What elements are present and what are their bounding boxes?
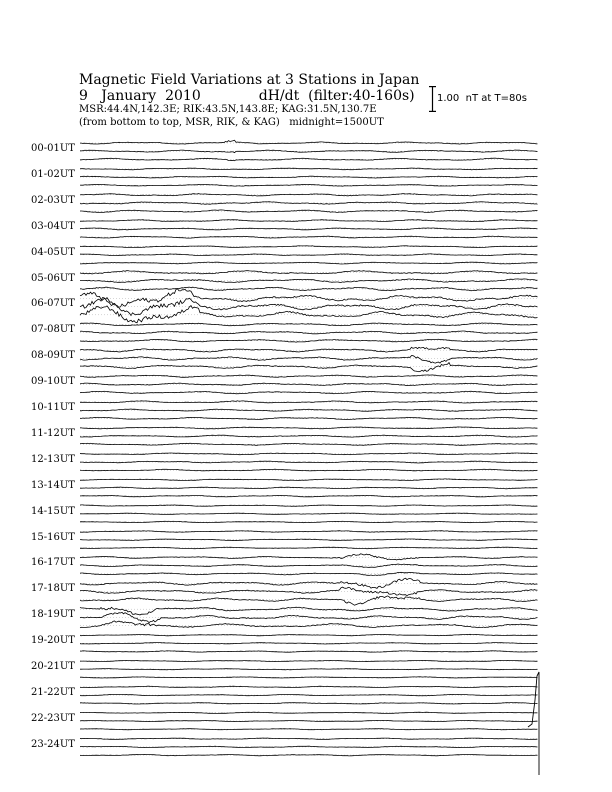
row-label: 18-19UT [31,609,75,621]
trace-msr [80,651,538,652]
trace-rik [80,720,538,721]
row-label: 17-18UT [31,583,75,595]
trace-rik [80,461,538,463]
trace-kag [80,712,538,713]
trace-kag [80,479,538,481]
row-label: 14-15UT [31,505,75,517]
trace-msr [80,363,538,372]
chart-date: 9 January 2010 [79,88,201,104]
trace-rik [80,564,538,567]
trace-rik [80,383,538,385]
trace-msr [80,677,538,678]
trace-kag [80,634,538,636]
row-label: 08-09UT [31,350,75,362]
trace-kag [80,660,538,661]
trace-kag [80,140,538,144]
trace-kag [80,554,538,560]
trace-rik [80,356,538,364]
row-label: 12-13UT [31,453,75,465]
row-label: 11-12UT [31,427,75,439]
trace-msr [80,547,538,549]
row-label: 09-10UT [31,376,75,388]
trace-kag [80,531,538,533]
trace-rik [80,694,538,695]
row-label: 19-20UT [31,635,75,647]
row-label: 21-22UT [31,686,75,698]
trace-rik [80,487,538,489]
trace-msr [80,443,538,445]
row-label: 22-23UT [31,712,75,724]
trace-msr [80,703,538,704]
trace-kag [80,271,538,274]
trace-kag [80,289,538,307]
trace-kag [80,453,538,455]
chart-quantity: dH/dt (filter:40-160s) [258,88,415,104]
row-label: 04-05UT [31,246,75,258]
row-label: 03-04UT [31,220,75,232]
row-label: 06-07UT [31,298,75,310]
trace-kag [80,607,538,615]
trace-msr [80,391,538,394]
row-label: 13-14UT [31,479,75,491]
row-label: 16-17UT [31,557,75,569]
trace-rik [80,612,538,622]
trace-msr [80,754,538,756]
trace-rik [80,254,538,256]
trace-rik [80,513,538,514]
row-label: 01-02UT [31,168,75,180]
trace-kag [80,168,538,170]
row-label: 05-06UT [31,272,75,284]
chart-title: Magnetic Field Variations at 3 Stations in Japan [79,72,420,88]
trace-kag [80,686,538,687]
trace-kag [80,738,538,739]
trace-kag [80,505,538,506]
trace-end-spike [528,672,539,775]
trace-kag [80,347,538,352]
row-label: 10-11UT [31,402,75,413]
station-coordinates: MSR:44.4N,142.3E; RIK:43.5N,143.8E; KAG:31.5N,130.7E [79,104,377,115]
row-label: 20-21UT [31,661,75,672]
row-label: 00-01UT [31,143,75,154]
row-label: 02-03UT [31,194,75,206]
trace-rik [80,669,538,670]
trace-msr [80,596,538,605]
trace-rik [80,202,538,205]
scale-label: 1.00 nT at T=80s [437,93,527,104]
trace-kag [80,323,538,326]
row-label: 23-24UT [31,738,75,750]
row-label: 15-16UT [31,531,75,543]
row-label: 07-08UT [31,324,75,336]
trace-rik [80,643,538,644]
station-order-note: (from bottom to top, MSR, RIK, & KAG) midnight=1500UT [79,117,384,128]
trace-kag [80,401,538,403]
trace-msr [80,236,538,238]
trace-kag [80,375,538,377]
trace-kag [80,220,538,222]
